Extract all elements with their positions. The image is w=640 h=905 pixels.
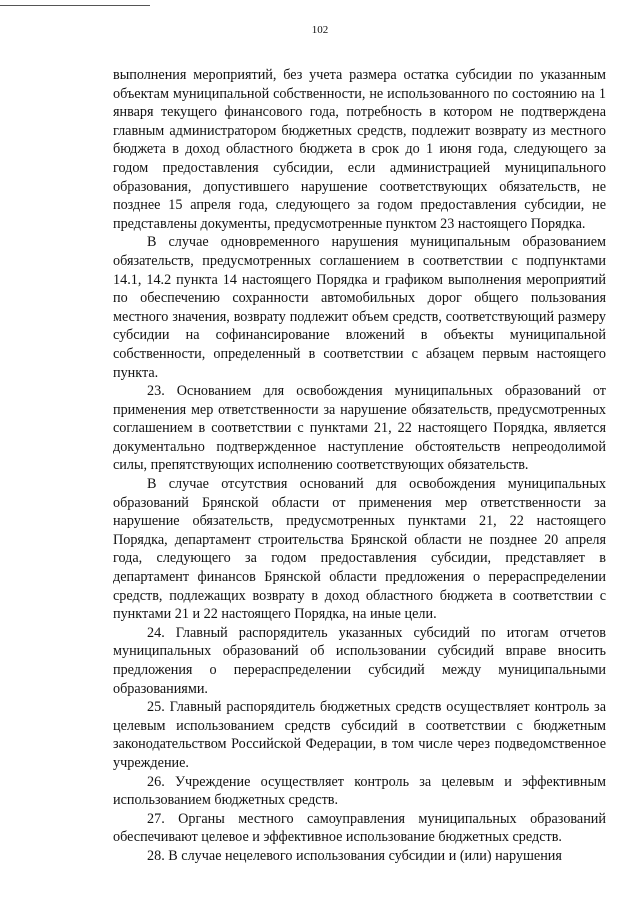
paragraph-26: 26. Учреждение осуществляет контроль за целевым и эффективным использованием бюджетных средств. xyxy=(113,773,606,809)
paragraph-simultaneous-violation: В случае одновременного нарушения муниципальным образованием обязательств, предусмотренных соглашением в соответствии с подпунктами 14.1, 14.2 пункта 14 настоящего Порядка и графиком выполнения мероприятий по обеспечению сохранности автомобильных дорог общего пользования местного значения, возврату подлежит объем средств, соответствующий размеру субсидии на софинансирование вложений в объекты муниципальной собственности, определенный в соответствии с абзацем первым настоящего пункта. xyxy=(113,234,606,381)
paragraph-24: 24. Главный распорядитель указанных субсидий по итогам отчетов муниципальных образований об использовании субсидий вправе вносить предложения о перераспределении субсидий между муниципальными образованиями. xyxy=(113,624,606,697)
page-number: 102 xyxy=(311,24,329,36)
document-body xyxy=(113,66,606,866)
paragraph-27: 27. Органы местного самоуправления муниципальных образований обеспечивают целевое и эффективное использование бюджетных средств. xyxy=(113,810,606,846)
paragraph-25: 25. Главный распорядитель бюджетных средств осуществляет контроль за целевым использованием средств субсидий в соответствии с бюджетным законодательством Российской Федерации, в том числе через подведомственное учреждение. xyxy=(113,699,606,771)
paragraph-no-grounds: В случае отсутствия оснований для освобождения муниципальных образований Брянской области от применения мер ответственности за нарушение обязательств, предусмотренных пунктами 21, 22 настоящего Порядка, департамент строительства Брянской области не позднее 20 апреля года, следующего за годом предоставления субсидии, представляет в департамент финансов Брянской области предложения о перераспределении средств, подлежащих возврату в доход областного бюджета в соответствии с пунктами 21 и 22 настоящего Порядка, на иные цели. xyxy=(113,476,606,623)
paragraph-continuation: выполнения мероприятий, без учета размера остатка субсидии по указанным объектам муниципальной собственности, не использованного по состоянию на 1 января текущего финансового года, потребность в котором не подтверждена главным администратором бюджетных средств, подлежит возврату из местного бюджета в доход областного бюджета в срок до 1 июня года, следующего за годом предоставления субсидии, если администрацией муниципального образования, допустившего нарушение соответствующих обязательств, не позднее 15 апреля года, следующего за годом предоставления субсидии, не представлены документы, предусмотренные пунктом 23 настоящего Порядка. xyxy=(113,67,606,232)
paragraph-23: 23. Основанием для освобождения муниципальных образований от применения мер ответственности за нарушение обязательств, предусмотренных соглашением в соответствии с пунктами 21, 22 настоящего Порядка, является документально подтвержденное наступление обстоятельств непреодолимой силы, препятствующих исполнению соответствующих обязательств. xyxy=(113,383,606,474)
paragraph-28: 28. В случае нецелевого использования субсидии и (или) нарушения xyxy=(147,847,562,864)
top-rule xyxy=(0,5,150,6)
